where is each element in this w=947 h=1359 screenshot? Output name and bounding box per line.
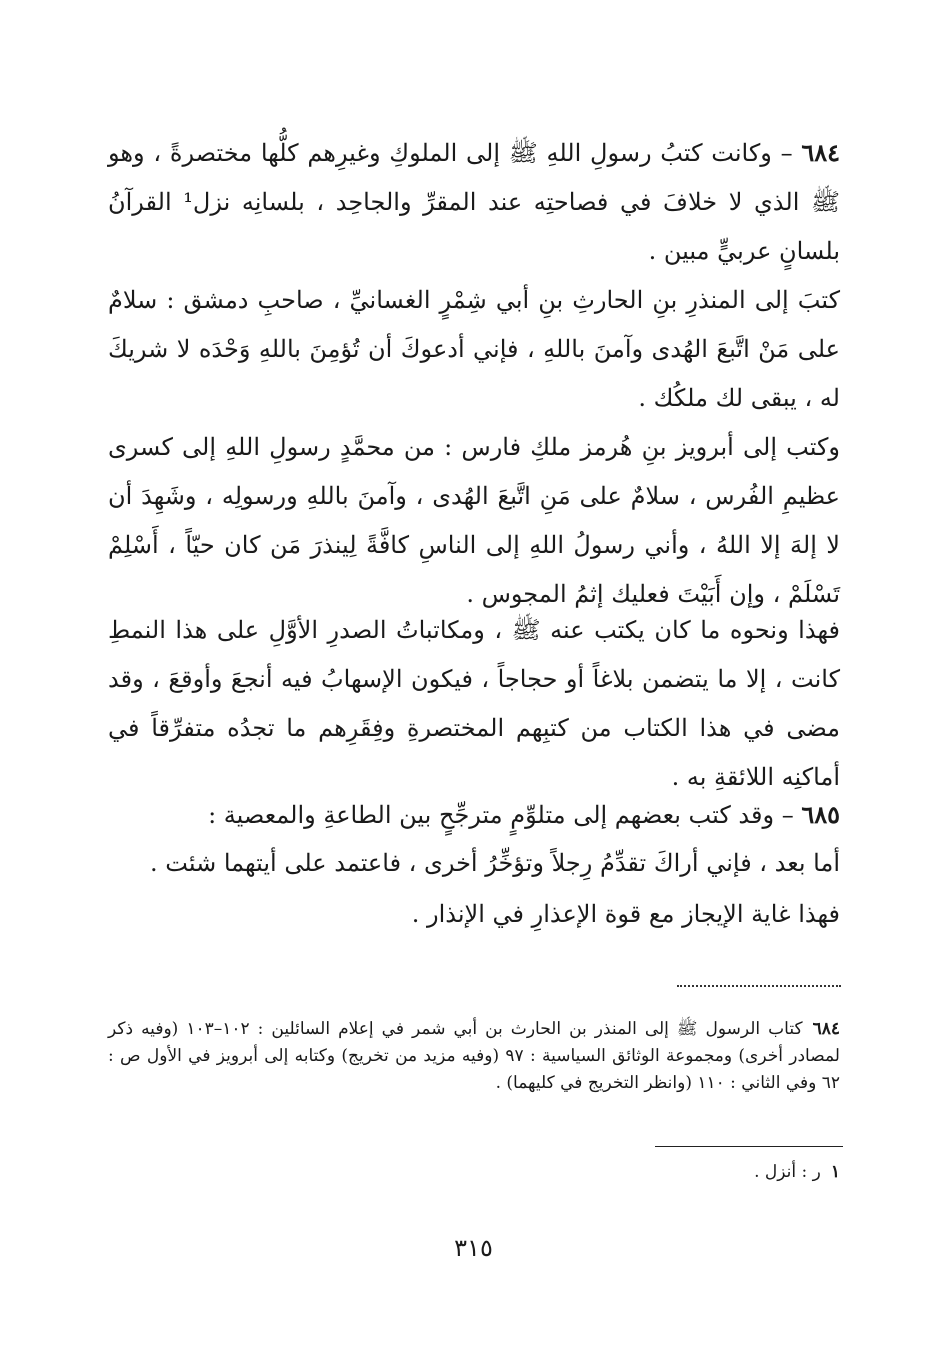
footnote-separator-rule (655, 1146, 843, 1147)
paragraph-text: فهذا غاية الإيجاز مع قوة الإعذارِ في الإنذار . (411, 900, 840, 928)
footnote-ref-number: ١ (830, 1162, 840, 1182)
footnote-separator-dotted (677, 985, 841, 987)
footnote-source (108, 1016, 840, 1097)
paragraph-letter-abarwiz (108, 423, 840, 619)
paragraph-conclusion (108, 890, 840, 939)
footnote-number: ٦٨٤ (812, 1019, 840, 1039)
paragraph-text: فهذا ونحوه ما كان يكتب عنه ﷺ ، ومكاتباتُ الصدرِ الأوَّلِ على هذا النمطِ كانت ، إلا ما يتضمن بلاغاً أو حجاجاً ، فيكون الإسهابُ فيه أنجعَ وأوقعَ ، وقد مضى في هذا الكتاب من كتبِهم المختصرةِ وفِقَرِهم ما تجدُه متفرِّقاً في أماكنِه اللائقةِ به . (108, 616, 840, 791)
paragraph-letter-mundhir (108, 276, 840, 423)
paragraph-text: كتبَ إلى المنذرِ بنِ الحارثِ بنِ أبي شِمْرٍ الغسانيِّ ، صاحبِ دمشق : سلامٌ على مَنْ اتَّبعَ الهُدى وآمنَ باللهِ ، فإني أدعوكَ أن تُؤمِنَ باللهِ وَحْدَه لا شريكَ له ، يبقى لك ملكُك . (108, 286, 840, 412)
paragraph-685 (108, 790, 840, 840)
paragraph-684 (108, 128, 840, 276)
paragraph-quote (108, 839, 840, 888)
paragraph-text: – وقد كتب بعضهم إلى متلوِّمٍ مترجِّحٍ بين الطاعةِ والمعصية : (208, 801, 802, 829)
paragraph-text: وكتب إلى أبرويز بنِ هُرمز ملكِ فارس : من محمَّدٍ رسولِ اللهِ إلى كسرى عظيمِ الفُرس ، سلامٌ على مَنِ اتَّبعَ الهُدى ، وآمنَ باللهِ ورسولِه ، وشَهِدَ أن لا إلهَ إلا اللهُ ، وأني رسولُ اللهِ إلى الناسِ كافَّةً لِينذرَ مَن كان حيّاً ، أَسْلِمْ تَسْلَمْ ، وإن أَبَيْتَ فعليك إثمُ المجوس . (108, 433, 841, 608)
paragraph-text: أما بعد ، فإني أراكَ تقدِّمُ رِجلاً وتؤخِّرُ أخرى ، فاعتمد على أيتهما شئت . (150, 849, 840, 877)
section-number: ٦٨٤ (801, 138, 840, 167)
footnote-text: كتاب الرسول ﷺ إلى المنذر بن الحارث بن أبي شمر في إعلام السائلين : ١٠٢–١٠٣ (وفيه ذكر لمصادر أخرى) ومجموعة الوثائق السياسية : ٩٧ (وفيه مزيد من تخريج) وكتابه إلى أبرويز في الأول ص : ٦٢ وفي الثاني : ١١٠ (وانظر التخريج في كليهما) . (108, 1019, 840, 1093)
page-number: ٣١٥ (454, 1234, 493, 1262)
footnote-ref-text: ر : أنزل . (754, 1162, 821, 1182)
section-number: ٦٨٥ (801, 800, 840, 829)
paragraph-commentary (108, 606, 840, 802)
paragraph-text: – وكانت كتبُ رسولِ اللهِ ﷺ إلى الملوكِ وغيرِهم كلُّها مختصرةً ، وهو ﷺ الذي لا خلافَ في فصاحتِه عند المقرِّ والجاحِد ، بلسانِه نزل¹ القرآنُ بلسانٍ عربيٍّ مبين . (108, 139, 840, 265)
footnote-reference (108, 1159, 840, 1186)
